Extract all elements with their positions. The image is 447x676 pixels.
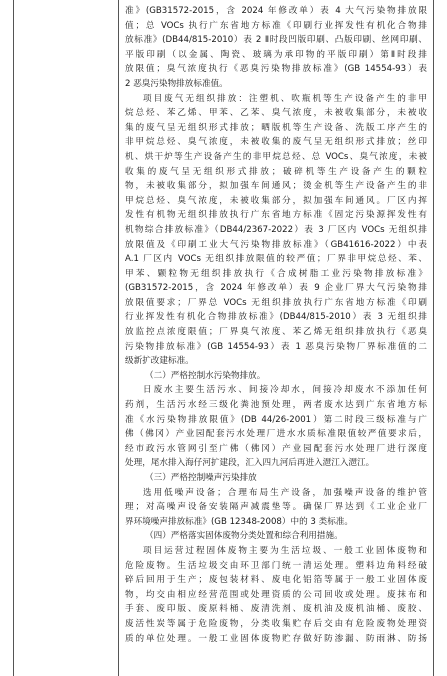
text-line: 发性有机物无组织排放执行广东省地方标准《固定污染源挥发性有	[125, 210, 427, 221]
text-line: 手套、废印版、废原料桶、废清洗剂、废机油及废机油桶、废胶、	[125, 604, 427, 615]
text-line: 放限值；臭气浓度执行《恶臭污染物排放标准》(GB 14554-93）表	[125, 64, 427, 75]
text-line: 烷总烃、苯乙烯、甲苯、乙苯、臭气浓度，未被收集部分，未被收	[125, 108, 427, 119]
text-line: 级新扩改建标准。	[125, 356, 194, 367]
text-line: （二）严格控制水污染物排放。	[145, 370, 266, 381]
text-line: 平版印刷（以金属、陶瓷、玻璃为承印物的平版印刷）第Ⅱ时段排	[125, 49, 427, 60]
text-line: 2 恶臭污染物排放标准值。	[125, 78, 228, 89]
text-line: 日废水主要生活污水、间接冷却水，间接冷却废水不添加任何	[143, 385, 427, 396]
text-line: 收集的废气呈无组织形式排放；破碎机等生产设备产生的颗粒	[125, 166, 427, 177]
text-line: 选用低噪声设备；合理布局生产设备，加强噪声设备的维护管	[143, 487, 427, 498]
text-line: 甲烷总烃、臭气浓度，未被收集部分，拟加强车间通风。厂区内挥	[125, 195, 427, 206]
text-line: 物，未被收集部分，拟加强车间通风；烫金机等生产设备产生的非	[125, 181, 427, 192]
text-line: 非甲烷总烃、臭气浓度，未被收集的废气呈无组织形式排放；丝印	[125, 137, 427, 148]
text-line: 集的废气呈无组织形式排放；晒版机等生产设备、洗版工序产生的	[125, 122, 427, 133]
text-line: 界环境噪声排放标准》(GB 12348-2008）中的 3 类标准。	[125, 516, 353, 527]
table-border-left	[13, 0, 14, 676]
text-line: 危险废物。生活垃圾交由环卫部门统一清运处理。塑料边角料经破	[125, 560, 427, 571]
text-line: 处理，尾水排入海仔河扩建段，汇入四九河后再进入潖江入潖江。	[125, 458, 375, 469]
table-column-divider	[118, 0, 119, 676]
text-line: 放限值要求；厂界总 VOCs 无组织排放执行广东省地方标准《印刷	[125, 297, 427, 308]
document-body	[125, 4, 427, 672]
text-line: 污染物排放标准》(GB 14554-93）表 1 恶臭污染物厂界标准值的二	[125, 341, 427, 352]
text-line: （四）严格落实固体废物分类处置和综合利用措施。	[145, 531, 343, 542]
text-line: 废活性炭等属于危险废物，分类收集贮存后交由有危险废物处理资	[125, 618, 427, 629]
text-line: 经市政污水管网引至广佛（佛冈）产业园配套污水处理厂进行深度	[125, 443, 427, 454]
text-line: (GB31572-2015，含 2024 年修改单）表 9 企业厂界大气污染物排	[125, 283, 427, 294]
text-line: 项目运营过程固体废物主要为生活垃圾、一般工业固体废物和	[143, 545, 427, 556]
text-line: 碎后回用于生产；废包装材料、废电化铝箔等属于一般工业固体废	[125, 575, 427, 586]
text-line: A.1 厂区内 VOCs 无组织排放限值的较严值；厂界非甲烷总烃、苯、	[125, 254, 427, 265]
text-line: 佛（佛冈）产业园配套污水处理厂进水水质标准限值较严值要求后，	[125, 429, 427, 440]
text-line: 项目废气无组织排放：注塑机、吹瓶机等生产设备产生的非甲	[143, 93, 427, 104]
text-line: 行业挥发性有机化合物排放标准》(DB44/815-2010）表 3 无组织排	[125, 312, 427, 323]
text-line: 物，均交由相应经营范围或处理资质的公司回收或处理。废抹布和	[125, 589, 427, 600]
text-line: 机物综合排放标准》（DB44/2367-2022）表 3 厂区内 VOCs 无组织排	[125, 224, 427, 235]
text-line: 质的单位处理。一般工业固体废物贮存做好防渗漏、防雨淋、防扬	[125, 633, 427, 644]
text-line: 值；总 VOCs 执行广东省地方标准《印刷行业挥发性有机化合物排	[125, 20, 427, 31]
text-line: 理；对高噪声设备安装隔声减震垫等。确保厂界达到《工业企业厂	[125, 502, 427, 513]
text-line: 放监控点浓度限值；厂界臭气浓度、苯乙烯无组织排放执行《恶臭	[125, 327, 427, 338]
text-line: （三）严格控制噪声污染排放	[145, 473, 257, 483]
text-line: 放标准》(DB44/815-2010）表 2 Ⅱ时段凹版印刷、凸版印刷、丝网印刷、	[125, 35, 427, 46]
text-line: 放限值及《印刷工业大气污染物排放标准》（GB41616-2022）中表	[125, 239, 427, 250]
text-line: 准》(GB31572-2015，含 2024 年修改单）表 4 大气污染物排放限	[125, 6, 427, 16]
text-line: 机、烘干炉等生产设备产生的非甲烷总烃、总 VOCs、臭气浓度，未被	[125, 151, 427, 162]
text-line: 准《水污染物排放限值》(DB 44/26-2001）第二时段三级标准与广	[125, 414, 427, 425]
table-border-right	[433, 0, 434, 676]
text-line: 甲苯、颗粒物无组织排放执行《合成树脂工业污染物排放标准》	[125, 268, 427, 279]
text-line: 药剂，生活污水经三级化粪池预处理，两者废水达到广东省地方标	[125, 400, 427, 411]
